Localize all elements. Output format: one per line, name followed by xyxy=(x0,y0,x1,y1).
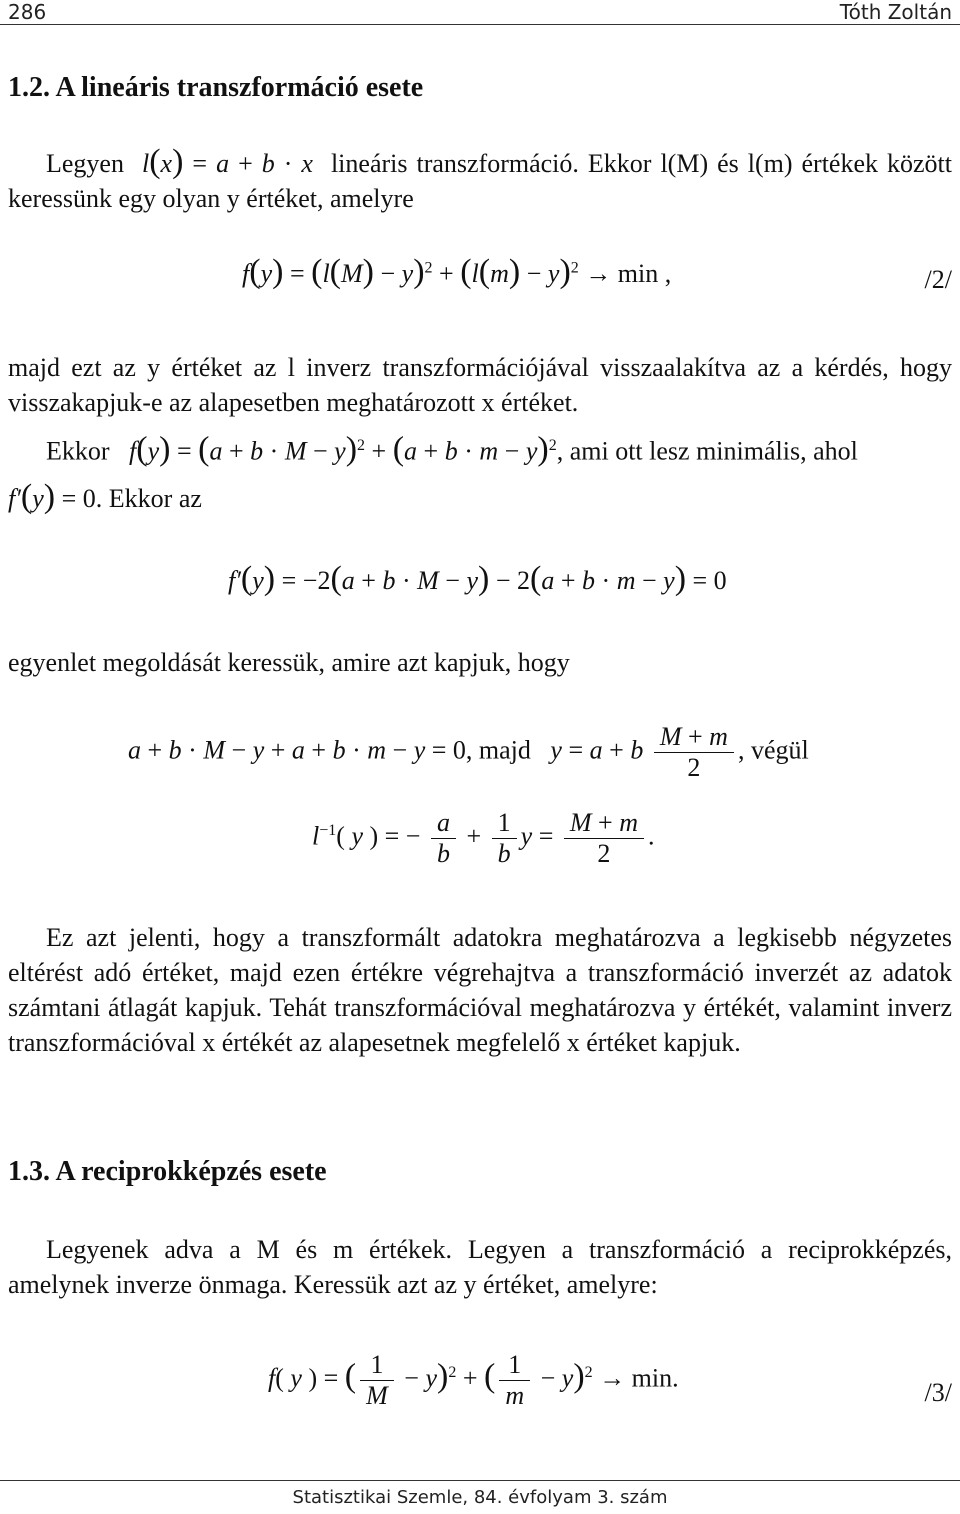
equation-2: $f(y) = (l(M) - y)^2 + (l(m) - y)^2 \to \min$ , xyxy=(242,253,672,290)
section-heading-1-2: 1.2. A lineáris transzformáció esete xyxy=(8,72,424,103)
equation-2-tag: /2/ xyxy=(924,265,952,294)
paragraph-solution: egyenlet megoldását keressük, amire azt kapjuk, hogy xyxy=(8,648,570,677)
paragraph-definition: Legyen l(x) = a + b · x lineáris transzformáció. Ekkor l(M) és l(m) értékek között keressünk egy olyan y értéket, amelyre xyxy=(8,143,953,213)
equation-inverse: $l^{-1}$( y ) = − $\frac{a}{b}$ + $\frac{1}{b}$ y = $\frac{M + m}{2}$ . xyxy=(312,808,655,868)
paragraph-derivative: f′(y) = 0. Ekkor az xyxy=(8,478,202,515)
header-rule xyxy=(0,24,960,25)
paragraph-inverse: majd ezt az y értéket az l inverz transzformációjával visszaalakítva az a kérdés, hogy visszakapjuk-e az alapesetben meghatározott x értéket. xyxy=(8,353,952,417)
footer-rule xyxy=(0,1480,960,1481)
section-heading-1-3: 1.3. A reciprokképzés esete xyxy=(8,1156,327,1187)
running-author: Tóth Zoltán xyxy=(839,0,952,24)
journal-footer: Statisztikai Szemle, 84. évfolyam 3. szám xyxy=(292,1487,668,1508)
equation-derivative: f′(y) = −2(a + b · M − y) − 2(a + b · m − y) = 0 xyxy=(228,560,727,597)
inline-formula-l-x: l xyxy=(132,149,150,178)
paragraph-ekkor: Ekkor $f(y) = (a + b \cdot M - y)^2 + (a + b \cdot m - y)^2$, ami ott lesz minimális, ahol xyxy=(46,430,858,468)
equation-3: f( y ) = ( $\frac{1}{M}$ − y)$^2$ + ( $\frac{1}{m}$ − y)$^2$ → min. xyxy=(268,1350,679,1410)
page-number: 286 xyxy=(8,0,47,24)
paragraph-interpretation: Ez azt jelenti, hogy a transzformált adatokra meghatározva a legkisebb négyzetes eltérést adó értéket, majd ezen értékre végrehajtva a transzformáció inverzét az adatok számtani átlagát kapjuk. Tehát transzformációval meghatározva y értékét, valamint inverz transzformációval x értékét az alapesetnek megfelelő x értéket kapjuk. xyxy=(8,923,952,1057)
paragraph-reciprocal: Legyenek adva a M és m értékek. Legyen a transzformáció a reciprokképzés, amelynek inverze önmaga. Keressük azt az y értéket, amelyre: xyxy=(8,1235,952,1299)
paragraph-body: lineáris transzformáció. Ekkor l(M) és l(m) értékek között keressünk egy olyan y értéket, amelyre xyxy=(8,149,953,213)
equation-solution: a + b · M − y + a + b · m − y = 0, majd y = a + b $\frac{M + m}{2}$ , végül xyxy=(128,722,809,782)
paragraph-lead: Legyen xyxy=(46,149,124,178)
equation-3-tag: /3/ xyxy=(924,1378,952,1407)
